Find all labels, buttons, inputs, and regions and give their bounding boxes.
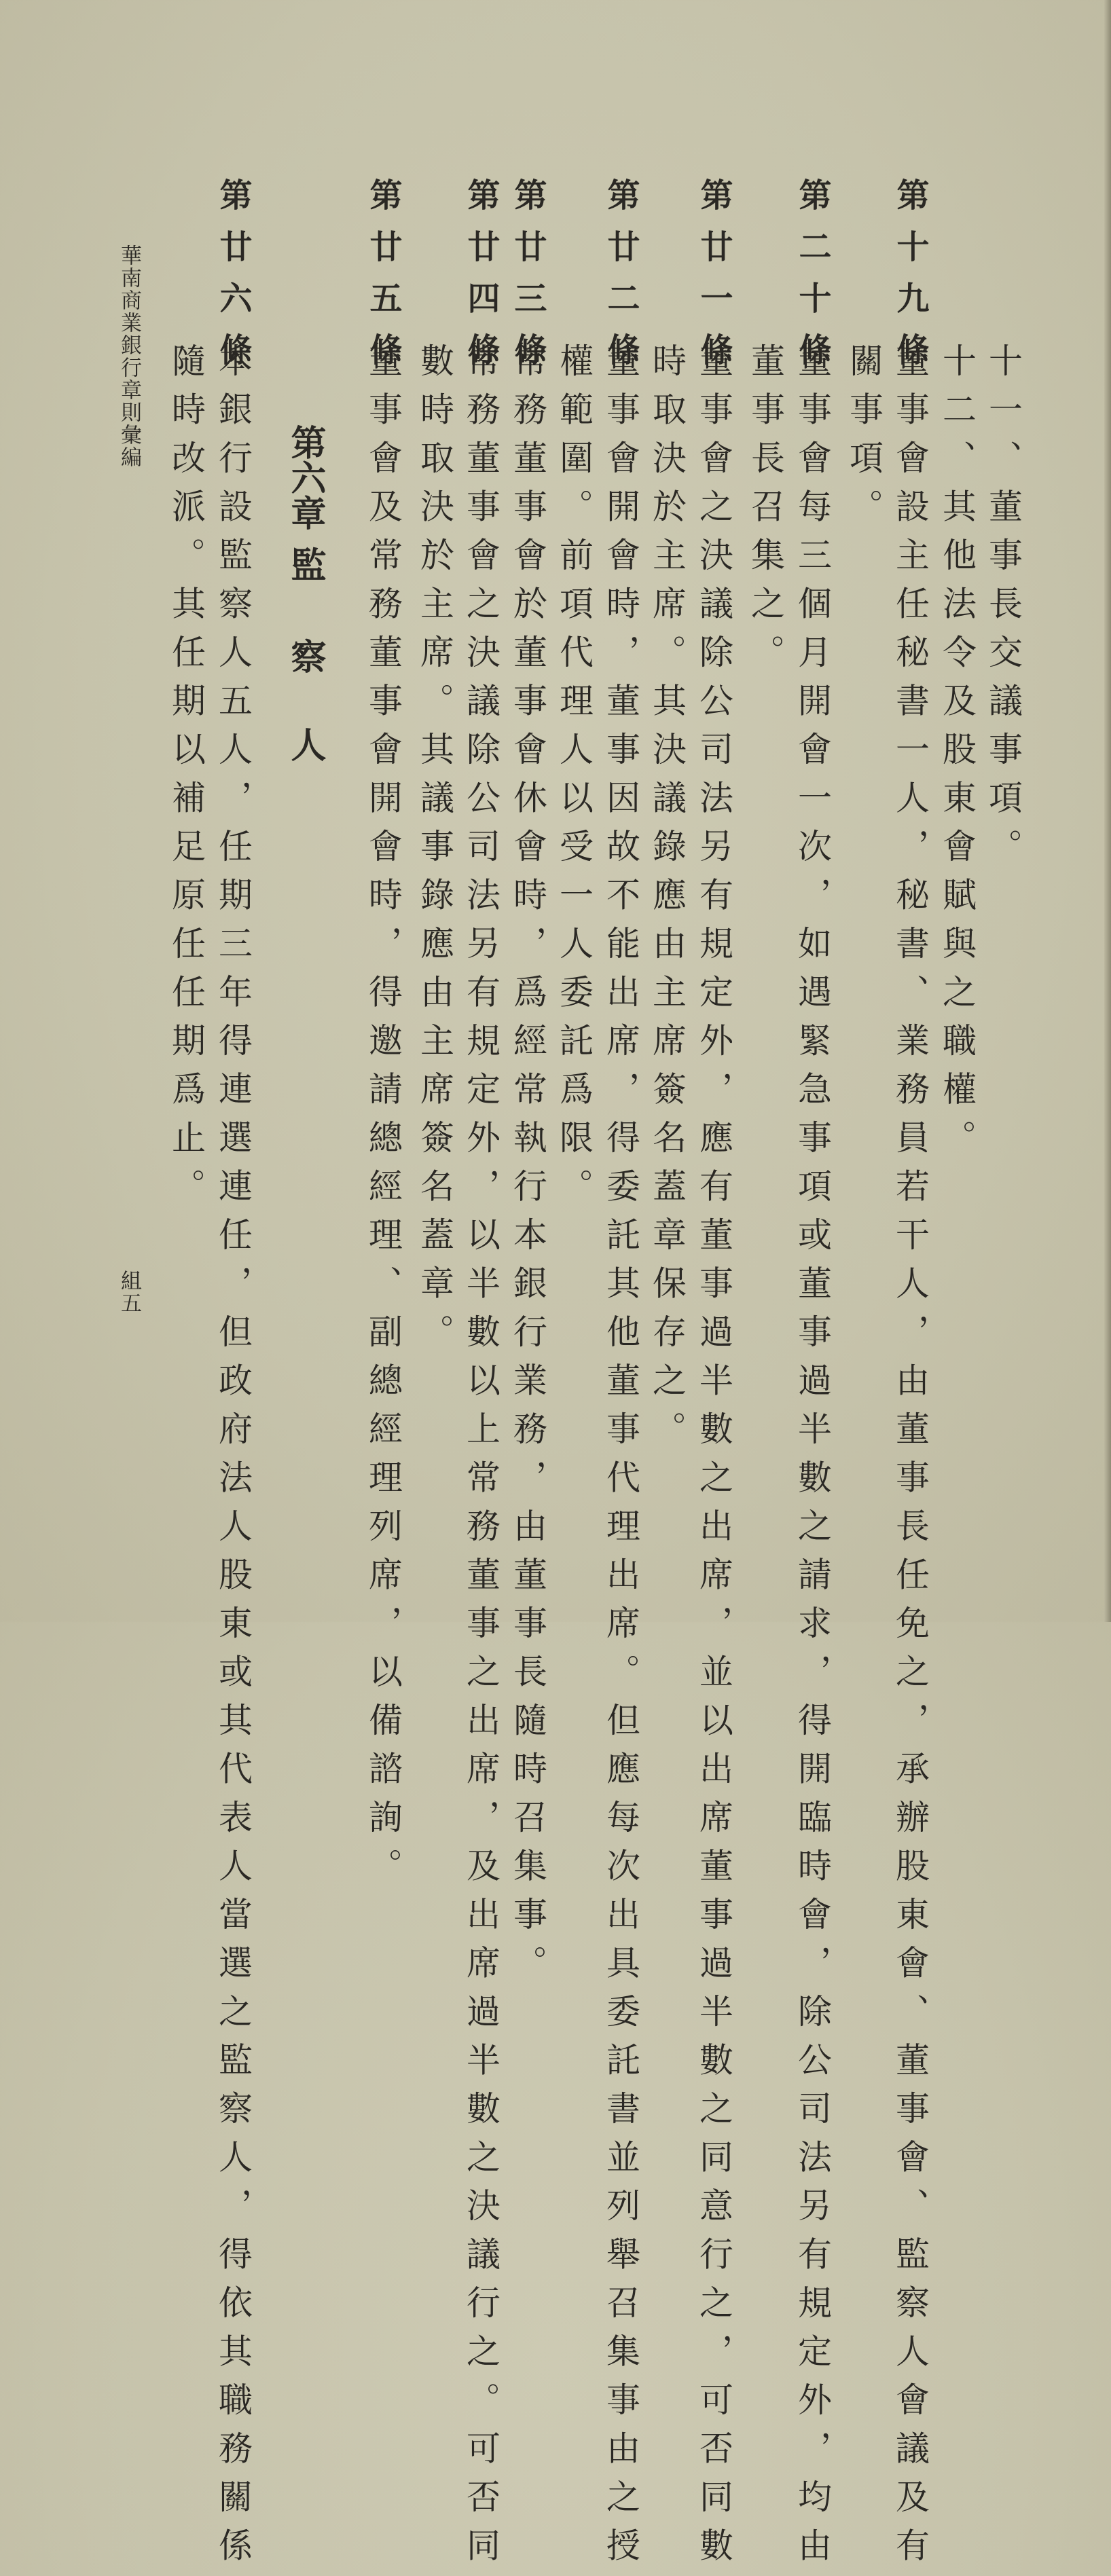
article-26-label: 第廿六條 (214, 178, 252, 384)
article-25-label: 第廿五條 (364, 178, 402, 384)
article-19-label: 第十九條 (891, 178, 929, 384)
article-25-text: 董事會及常務董事會開會時，得邀請總經理、副總經理列席，以備諮詢。 (363, 343, 403, 1896)
article-23-label: 第廿三條 (509, 178, 547, 384)
page-number: 組五 (117, 1270, 141, 1314)
article-21-text: 董事會之決議除公司法另有規定外，應有董事過半數之出席，並以出席董事過半數之同意行之，可否同數 (694, 343, 733, 2576)
chapter-number: 第六章 (285, 424, 326, 530)
article-20-text-cont: 董事長召集之。 (746, 343, 785, 683)
item-12: 十二、其他法令及股東會賦與之職權。 (937, 343, 977, 1169)
article-20-text: 董事會每三個月開會一次，如遇緊急事項或董事過半數之請求，得開臨時會，除公司法另有規定外，均由 (793, 343, 832, 2576)
chapter-title-char: 監 (285, 547, 326, 582)
footer-book-title: 華南商業銀行章則彙編 (117, 244, 141, 468)
article-26-text-cont: 隨時改派。其任期以補足原任任期爲止。 (166, 343, 206, 1217)
page-edge (1104, 0, 1111, 1622)
chapter-title-char: 察 (285, 638, 326, 674)
article-23-text: 常務董事會於董事會休會時，爲經常執行本銀行業務，由董事長隨時召集事。 (508, 343, 547, 1993)
article-21-label: 第廿一條 (695, 178, 733, 384)
article-24-label: 第廿四條 (462, 178, 500, 384)
article-19-text-cont: 關事項。 (844, 343, 884, 537)
chapter-title-char: 人 (285, 726, 326, 762)
article-22-text-cont: 權範圍。前項代理人以受一人委託爲限。 (554, 343, 594, 1217)
article-24-text: 常務董事會之決議除公司法另有規定外，以半數以上常務董事之出席，及出席過半數之決議行之。可否同 (461, 343, 500, 2576)
article-24-text-cont: 數時取決於主席。其議事錄應由主席簽名蓋章。 (415, 343, 454, 1363)
article-19-text: 董事會設主任秘書一人，秘書、業務員若干人，由董事長任免之，承辦股東會、董事會、監察人會議及有 (890, 343, 930, 2576)
article-26-text: 本銀行設監察人五人，任期三年得連選連任，但政府法人股東或其代表人當選之監察人，得依其職務關係 (213, 343, 253, 2576)
article-22-label: 第廿二條 (602, 178, 640, 384)
article-22-text: 董事會開會時，董事因故不能出席，得委託其他董事代理出席。但應每次出具委託書並列舉召集事由之授 (601, 343, 640, 2576)
article-20-label: 第二十條 (793, 178, 831, 384)
item-11: 十一、董事長交議事項。 (983, 343, 1023, 877)
article-21-text-cont: 時取決於主席。其決議錄應由主席簽名蓋章保存之。 (647, 343, 687, 1460)
